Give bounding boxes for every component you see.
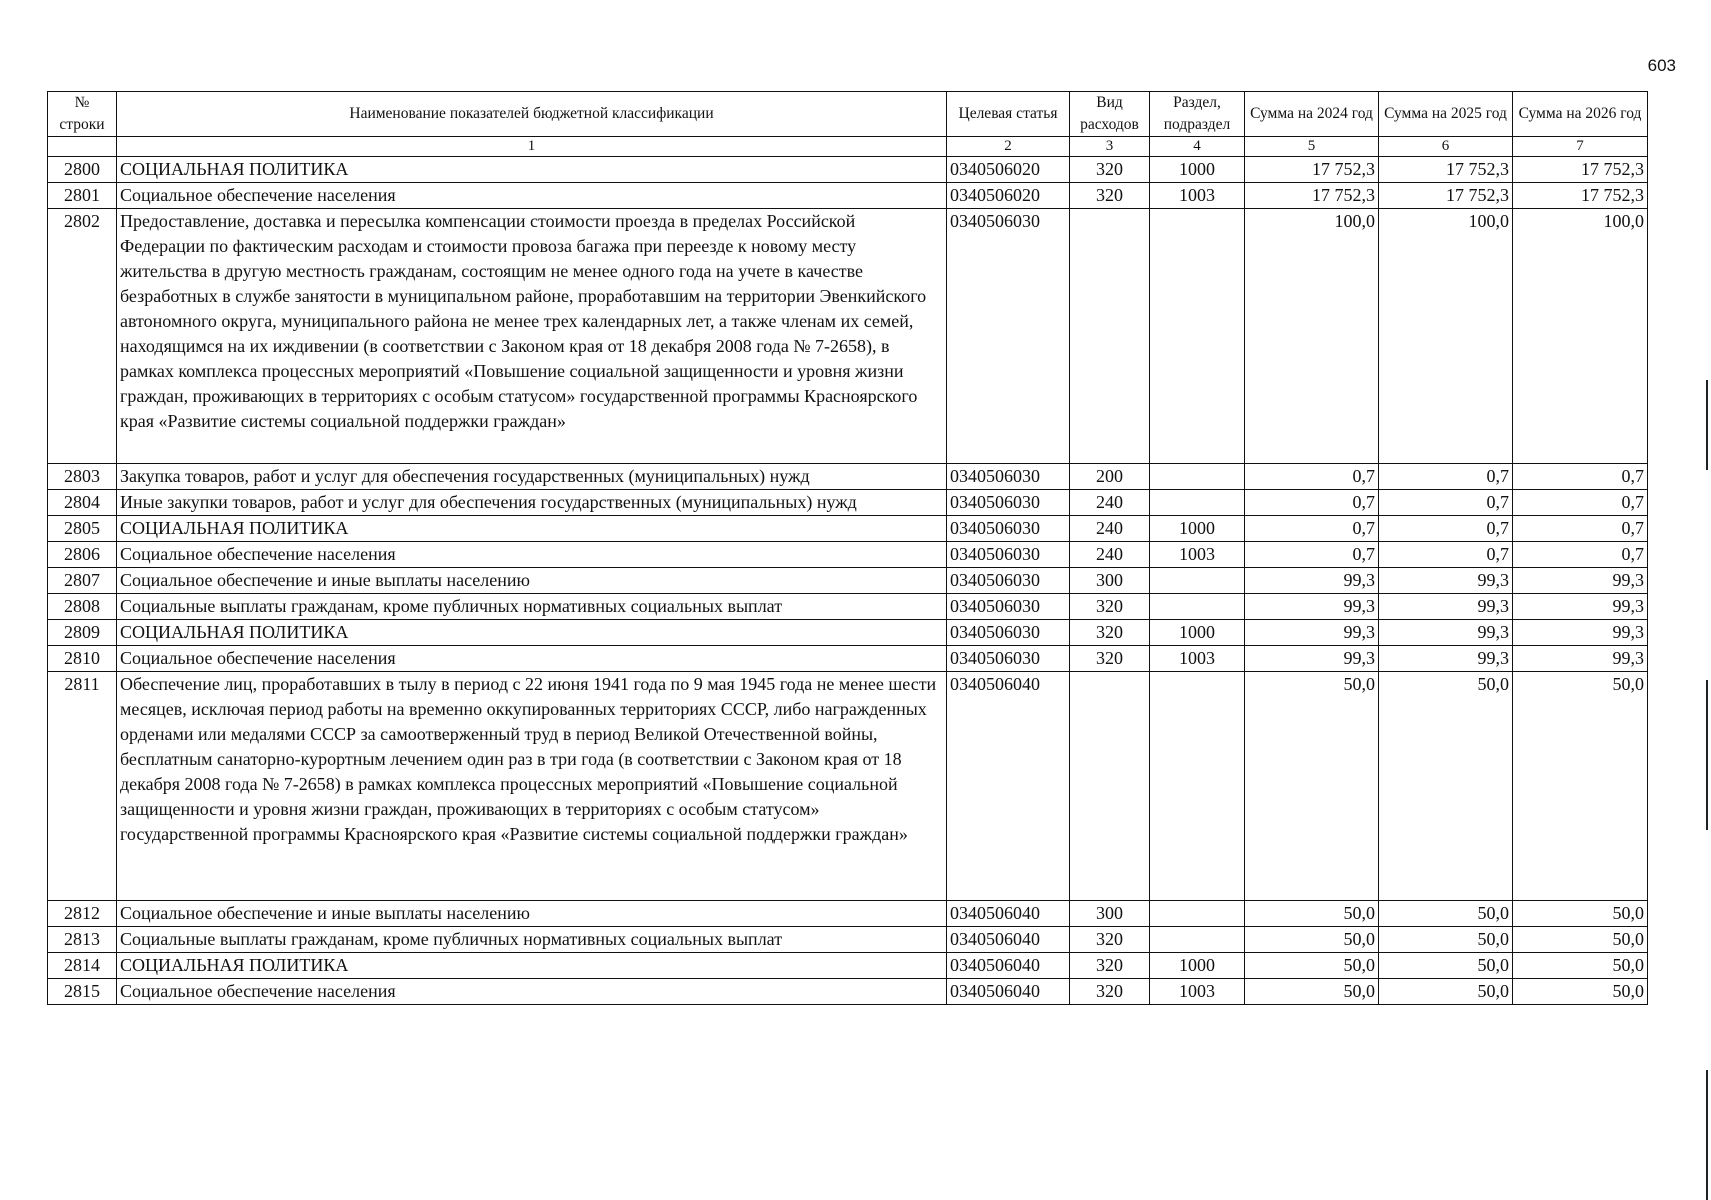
- row-name: Закупка товаров, работ и услуг для обеспечения государственных (муниципальных) нужд: [117, 464, 947, 490]
- row-section: 1000: [1150, 157, 1245, 183]
- row-expense-type: 320: [1070, 646, 1150, 672]
- row-sum-2024: 17 752,3: [1245, 157, 1379, 183]
- column-number: 1: [117, 137, 947, 157]
- row-target-article: 0340506030: [947, 209, 1070, 464]
- header-expense-type: Вид расходов: [1070, 92, 1150, 137]
- row-number: 2809: [48, 620, 117, 646]
- row-sum-2025: 0,7: [1379, 464, 1513, 490]
- header-sum-2024: Сумма на 2024 год: [1245, 92, 1379, 137]
- row-name: СОЦИАЛЬНАЯ ПОЛИТИКА: [117, 157, 947, 183]
- row-expense-type: 320: [1070, 979, 1150, 1005]
- row-number: 2811: [48, 672, 117, 901]
- row-sum-2026: 99,3: [1513, 594, 1648, 620]
- row-target-article: 0340506020: [947, 183, 1070, 209]
- row-sum-2024: 0,7: [1245, 490, 1379, 516]
- row-section: 1003: [1150, 979, 1245, 1005]
- column-number: 4: [1150, 137, 1245, 157]
- row-sum-2025: 0,7: [1379, 490, 1513, 516]
- row-expense-type: 320: [1070, 594, 1150, 620]
- row-sum-2024: 50,0: [1245, 672, 1379, 901]
- row-name: Социальное обеспечение населения: [117, 979, 947, 1005]
- row-number: 2806: [48, 542, 117, 568]
- row-name: Социальное обеспечение и иные выплаты населению: [117, 901, 947, 927]
- header-sum-2026: Сумма на 2026 год: [1513, 92, 1648, 137]
- row-section: [1150, 901, 1245, 927]
- row-name: СОЦИАЛЬНАЯ ПОЛИТИКА: [117, 953, 947, 979]
- row-section: [1150, 464, 1245, 490]
- row-target-article: 0340506030: [947, 568, 1070, 594]
- row-sum-2026: 99,3: [1513, 646, 1648, 672]
- row-target-article: 0340506030: [947, 594, 1070, 620]
- row-sum-2026: 17 752,3: [1513, 157, 1648, 183]
- row-number: 2801: [48, 183, 117, 209]
- table-row: [48, 209, 1648, 464]
- row-sum-2026: 0,7: [1513, 516, 1648, 542]
- row-name: Социальное обеспечение населения: [117, 646, 947, 672]
- column-number: 3: [1070, 137, 1150, 157]
- row-sum-2024: 50,0: [1245, 901, 1379, 927]
- row-sum-2026: 50,0: [1513, 979, 1648, 1005]
- header-target-article: Целевая статья: [947, 92, 1070, 137]
- row-sum-2025: 50,0: [1379, 901, 1513, 927]
- table-row: [48, 183, 1648, 209]
- table-row: [48, 568, 1648, 594]
- table-row: [48, 490, 1648, 516]
- row-target-article: 0340506030: [947, 516, 1070, 542]
- row-section: 1000: [1150, 953, 1245, 979]
- row-sum-2026: 50,0: [1513, 927, 1648, 953]
- row-sum-2024: 100,0: [1245, 209, 1379, 464]
- column-number: 7: [1513, 137, 1648, 157]
- row-expense-type: [1070, 672, 1150, 901]
- row-name: Предоставление, доставка и пересылка компенсации стоимости проезда в пределах Российской Федерации по фактическим расходам и стоимости провоза багажа при переезде к новому месту жительства в другую местность гражданам, состоящим не менее одного года на учете в качестве безработных в службе занятости в муниципальном районе, проработавшим на территории Эвенкийского автономного округа, муниципального района не менее трех календарных лет, а также членам их семей, находящимся на их иждивении (в соответствии с Законом края от 18 декабря 2008 года № 7-2658), в рамках комплекса процессных мероприятий «Повышение социальной защищенности и уровня жизни граждан, проживающих в территориях с особым статусом» государственной программы Красноярского края «Развитие системы социальной поддержки граждан»: [117, 209, 947, 464]
- row-sum-2024: 99,3: [1245, 646, 1379, 672]
- column-number: [48, 137, 117, 157]
- row-sum-2026: 50,0: [1513, 672, 1648, 901]
- row-sum-2024: 99,3: [1245, 594, 1379, 620]
- row-name: Социальные выплаты гражданам, кроме публичных нормативных социальных выплат: [117, 594, 947, 620]
- row-sum-2025: 17 752,3: [1379, 183, 1513, 209]
- row-sum-2024: 0,7: [1245, 516, 1379, 542]
- row-sum-2025: 100,0: [1379, 209, 1513, 464]
- page-number: 603: [1647, 56, 1676, 75]
- row-sum-2024: 99,3: [1245, 620, 1379, 646]
- row-section: 1003: [1150, 542, 1245, 568]
- row-target-article: 0340506030: [947, 646, 1070, 672]
- header-name: Наименование показателей бюджетной классификации: [117, 92, 947, 137]
- row-name: СОЦИАЛЬНАЯ ПОЛИТИКА: [117, 620, 947, 646]
- row-target-article: 0340506040: [947, 979, 1070, 1005]
- row-sum-2025: 50,0: [1379, 927, 1513, 953]
- column-number: 6: [1379, 137, 1513, 157]
- row-sum-2026: 50,0: [1513, 901, 1648, 927]
- row-section: 1003: [1150, 183, 1245, 209]
- row-target-article: 0340506040: [947, 672, 1070, 901]
- row-number: 2813: [48, 927, 117, 953]
- row-sum-2026: 17 752,3: [1513, 183, 1648, 209]
- row-name: СОЦИАЛЬНАЯ ПОЛИТИКА: [117, 516, 947, 542]
- row-expense-type: 240: [1070, 490, 1150, 516]
- row-sum-2025: 0,7: [1379, 542, 1513, 568]
- row-name: Социальное обеспечение и иные выплаты населению: [117, 568, 947, 594]
- row-target-article: 0340506030: [947, 620, 1070, 646]
- table-row: [48, 516, 1648, 542]
- row-number: 2815: [48, 979, 117, 1005]
- row-sum-2025: 99,3: [1379, 646, 1513, 672]
- row-section: [1150, 568, 1245, 594]
- header-section: Раздел, подраздел: [1150, 92, 1245, 137]
- row-sum-2024: 17 752,3: [1245, 183, 1379, 209]
- row-expense-type: 300: [1070, 901, 1150, 927]
- row-sum-2025: 99,3: [1379, 620, 1513, 646]
- row-target-article: 0340506030: [947, 464, 1070, 490]
- table-row: [48, 672, 1648, 901]
- row-sum-2026: 0,7: [1513, 490, 1648, 516]
- budget-classification-table: [47, 91, 1648, 1005]
- row-section: [1150, 672, 1245, 901]
- row-sum-2025: 99,3: [1379, 594, 1513, 620]
- row-number: 2803: [48, 464, 117, 490]
- table-body: [48, 157, 1648, 1005]
- row-name: Социальное обеспечение населения: [117, 542, 947, 568]
- table-row: [48, 464, 1648, 490]
- row-target-article: 0340506040: [947, 927, 1070, 953]
- row-sum-2026: 99,3: [1513, 620, 1648, 646]
- row-name: Социальное обеспечение населения: [117, 183, 947, 209]
- row-sum-2025: 0,7: [1379, 516, 1513, 542]
- row-number: 2810: [48, 646, 117, 672]
- row-target-article: 0340506030: [947, 490, 1070, 516]
- row-sum-2026: 50,0: [1513, 953, 1648, 979]
- row-sum-2024: 0,7: [1245, 464, 1379, 490]
- row-sum-2026: 100,0: [1513, 209, 1648, 464]
- table-row: [48, 157, 1648, 183]
- row-target-article: 0340506040: [947, 901, 1070, 927]
- row-sum-2024: 50,0: [1245, 979, 1379, 1005]
- row-target-article: 0340506040: [947, 953, 1070, 979]
- row-number: 2808: [48, 594, 117, 620]
- row-sum-2026: 0,7: [1513, 542, 1648, 568]
- table-row: [48, 979, 1648, 1005]
- table-row: [48, 542, 1648, 568]
- row-section: [1150, 594, 1245, 620]
- row-sum-2024: 50,0: [1245, 953, 1379, 979]
- row-expense-type: 300: [1070, 568, 1150, 594]
- row-sum-2024: 50,0: [1245, 927, 1379, 953]
- row-sum-2026: 0,7: [1513, 464, 1648, 490]
- row-expense-type: 320: [1070, 927, 1150, 953]
- row-section: 1000: [1150, 620, 1245, 646]
- row-target-article: 0340506030: [947, 542, 1070, 568]
- row-expense-type: 320: [1070, 953, 1150, 979]
- row-sum-2025: 99,3: [1379, 568, 1513, 594]
- column-numbers-row: [48, 137, 1648, 157]
- row-section: [1150, 927, 1245, 953]
- row-expense-type: 240: [1070, 516, 1150, 542]
- row-name: Социальные выплаты гражданам, кроме публичных нормативных социальных выплат: [117, 927, 947, 953]
- row-section: [1150, 490, 1245, 516]
- row-number: 2812: [48, 901, 117, 927]
- table-row: [48, 901, 1648, 927]
- row-expense-type: 320: [1070, 183, 1150, 209]
- header-sum-2025: Сумма на 2025 год: [1379, 92, 1513, 137]
- row-sum-2025: 50,0: [1379, 953, 1513, 979]
- row-expense-type: 320: [1070, 620, 1150, 646]
- row-section: [1150, 209, 1245, 464]
- column-number: 2: [947, 137, 1070, 157]
- column-number: 5: [1245, 137, 1379, 157]
- row-expense-type: [1070, 209, 1150, 464]
- table-row: [48, 646, 1648, 672]
- row-sum-2024: 99,3: [1245, 568, 1379, 594]
- row-sum-2025: 50,0: [1379, 672, 1513, 901]
- table-row: [48, 953, 1648, 979]
- row-sum-2025: 50,0: [1379, 979, 1513, 1005]
- row-name: Обеспечение лиц, проработавших в тылу в период с 22 июня 1941 года по 9 мая 1945 года не менее шести месяцев, исключая период работы на временно оккупированных территориях СССР, либо награжденных орденами или медалями СССР за самоотверженный труд в период Великой Отечественной войны, бесплатным санаторно-курортным лечением один раз в три года (в соответствии с Законом края от 18 декабря 2008 года № 7-2658) в рамках комплекса процессных мероприятий «Повышение социальной защищенности и уровня жизни граждан, проживающих в территориях с особым статусом» государственной программы Красноярского края «Развитие системы социальной поддержки граждан»: [117, 672, 947, 901]
- row-number: 2804: [48, 490, 117, 516]
- table-row: [48, 594, 1648, 620]
- row-expense-type: 320: [1070, 157, 1150, 183]
- row-target-article: 0340506020: [947, 157, 1070, 183]
- table-row: [48, 620, 1648, 646]
- row-expense-type: 240: [1070, 542, 1150, 568]
- row-number: 2802: [48, 209, 117, 464]
- scan-edge-marks: [1706, 380, 1708, 1200]
- row-number: 2814: [48, 953, 117, 979]
- row-section: 1000: [1150, 516, 1245, 542]
- row-expense-type: 200: [1070, 464, 1150, 490]
- table-row: [48, 927, 1648, 953]
- row-section: 1003: [1150, 646, 1245, 672]
- row-number: 2800: [48, 157, 117, 183]
- row-sum-2025: 17 752,3: [1379, 157, 1513, 183]
- table-header-row: [48, 92, 1648, 137]
- header-row-number: № строки: [48, 92, 117, 137]
- row-name: Иные закупки товаров, работ и услуг для обеспечения государственных (муниципальных) нужд: [117, 490, 947, 516]
- row-number: 2807: [48, 568, 117, 594]
- row-number: 2805: [48, 516, 117, 542]
- row-sum-2024: 0,7: [1245, 542, 1379, 568]
- row-sum-2026: 99,3: [1513, 568, 1648, 594]
